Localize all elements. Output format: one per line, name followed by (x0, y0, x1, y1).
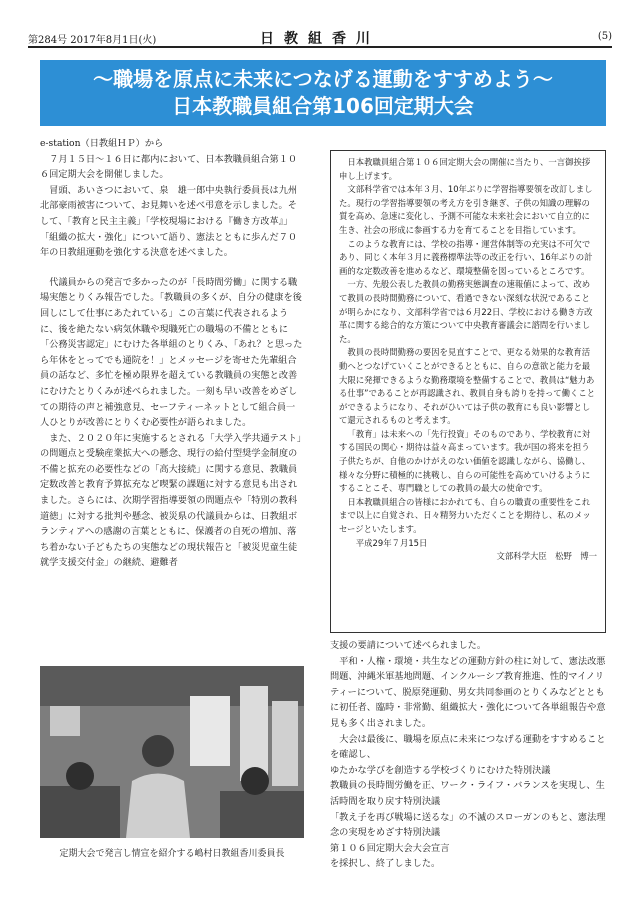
photo-caption: 定期大会で発言し情宣を紹介する嶋村日教組香川委員長 (59, 849, 285, 859)
resolution-item: 第１０６回定期大会大会宣言 (330, 842, 450, 854)
article-paragraph: また、２０２０年に実施するとされる「大学入学共通テスト」の問題点と受験産業拡大への懸念、現行の給付型奨学金制度の不備と拡充の必要性などの「高大接続」に関する意見、教職員定数改善と教育予算拡充など喫緊の課題に対する意見も出されました。さらには、次期学習指導要領の問題点や「特別の教科 道徳」に対する批判や懸念、被災県の代議員からは、日教組ボランティアへの感謝の言葉とともに、保護者の自死の増加、落ち着かない子どもたちの実態などの現状報告と「被災児童生徒就学支援交付金」の継続、避難者 (40, 432, 307, 569)
resolution-item: 「教え子を再び戦場に送るな」の不滅のスローガンのもと、憲法理念の実現をめざす特別決議 (330, 811, 606, 839)
article-left-column (40, 136, 307, 571)
resolution-item: 教職員の長時間労働を正、ワーク・ライフ・バランスを実現し、生活時間を取り戻す特別決議 (330, 780, 605, 807)
headline-slogan: ～職場を原点に未来につなげる運動をすすめよう～ (93, 67, 553, 91)
conference-photo-image (40, 666, 304, 838)
headline-banner (40, 60, 606, 126)
article-paragraph: 大会は最後に、職場を原点に未来につなげる運動をすすめることを確認し、 (330, 733, 606, 761)
message-paragraph: このような教育には、学校の指導・運営体制等の充実は不可欠であり、同じく本年３月に義務標準法等の改正を行い、16年ぶりの計画的な定数改善を進めるなど、環境整備を図っているところです。 (339, 238, 593, 276)
article-paragraph: 代議員からの発言で多かったのが「長時間労働」に関する職場実態とりくみ報告でした。「教職員の多くが、自分の健康を後回しにして仕事にあたれている」この言葉に代表されるように、後を絶たない病気休職や現職死亡の職場の不備とともに「公務災害認定」にむけた各単組のとりくみ、「あれ？と思ったら年休をとってでも通院を！」とメッセージを寄せた先輩組合員の話など、多忙を極め限界を超えている教職員の実態と改善にむけたとりくみが述べられました。一刻も早い改善をめざしての期待の声と補強意見、セーフティーネットとして組合員一人ひとりが改善にとりくむ必要性が語られました。 (40, 276, 303, 429)
article-paragraph: 平和・人権・環境・共生などの運動方針の柱に対して、憲法改悪問題、沖縄米軍基地問題、インクルーシブ教育推進、性的マイノリティーについて、脱原発運動、男女共同参画のとりくみなどとともに初任者、臨時・非常勤、組織拡大・強化について各単組報告や意見も多く出されました。 (330, 655, 606, 729)
headline-title: 日本教職員組合第106回定期大会 (172, 94, 474, 118)
message-paragraph: 日本教職員組合の皆様におかれても、自らの職責の重要性をこれまで以上に自覚され、日々精努力いただくことを期待し、私のメッセージといたします。 (339, 496, 591, 535)
message-paragraph: 一方、先般公表した教員の勤務実態調査の速報値によって、改めて教員の長時間勤務について、看過できない深刻な状況であることが明らかになり、文部科学省では６月22日、学校における働き方改革に関する総合的な方策について中央教育審議会に諮問を行いました。 (339, 279, 593, 344)
minister-message-box (330, 150, 606, 633)
masthead-title: 日教組香川 (260, 31, 380, 47)
conference-photo (40, 666, 304, 838)
message-signature: 文部科学大臣 松野 博一 (496, 551, 597, 562)
article-paragraph: ７月１５日～１６日に都内において、日本教職員組合第１０６回定期大会を開催しました。 (40, 153, 298, 181)
message-paragraph: 教員の長時間勤務の要因を見直すことで、更なる効果的な教育活動へとつなげていくことができるとともに、自らの意欲と能力を最大限に発揮できるような勤務環境を整備することで、教員は“魅力ある仕事”であることが再認識され、教員自身も誇りを持って働くことができるようになり、それがひいては子供の教育にも良い影響として還元されるものと考えます。 (339, 347, 596, 426)
message-paragraph: 「教育」は未来への「先行投資」そのものであり、学校教育に対する国民の関心・期待は益々高まっています。我が国の将来を担う子供たちが、自他のかけがえのない価値を認識しながら、協働し、様々な分野に積極的に挑戦し、自らの可能性を高めていけるようにすることこそ、専門職としての教員の最大の使命です。 (339, 428, 591, 494)
article-closing: を採択し、終了しました。 (330, 858, 441, 870)
message-date: 平成29年７月15日 (355, 537, 428, 548)
article-paragraph: 冒頭、あいさつにおいて、泉 雄一郎中央執行委員長は九州北部豪雨被害について、お見舞いを述べ弔意を示しました。そして、「教育と民主主義」「学校現場における『働き方改革』」「組織の拡大・強化」について語り、憲法とともに歩んだ７０年の日教組運動を強化する決意を述べました。 (40, 184, 298, 259)
article-right-column (330, 638, 606, 872)
issue-number: 第284号 2017年8月1日(火) (28, 35, 157, 46)
page-number: (5) (597, 31, 612, 42)
message-paragraph: 日本教職員組合第１０６回定期大会の開催に当たり、一言御挨拶申し上げます。 (339, 157, 591, 181)
page-header (28, 28, 612, 48)
message-paragraph: 文部科学省では本年３月、10年ぶりに学習指導要領を改訂しました。現行の学習指導要領の考え方を引き継ぎ、子供の知識の理解の質を高め、急速に変化し、予測不可能な未来社会において自立的に生き、社会の形成に参画する力を育てることを目指しています。 (339, 184, 593, 235)
article-paragraph: 支援の要請について述べられました。 (330, 640, 487, 651)
resolution-item: ゆたかな学びを創造する学校づくりにむけた特別決議 (330, 764, 551, 776)
article-source: e-station（日教組ＨＰ）から (40, 138, 164, 149)
